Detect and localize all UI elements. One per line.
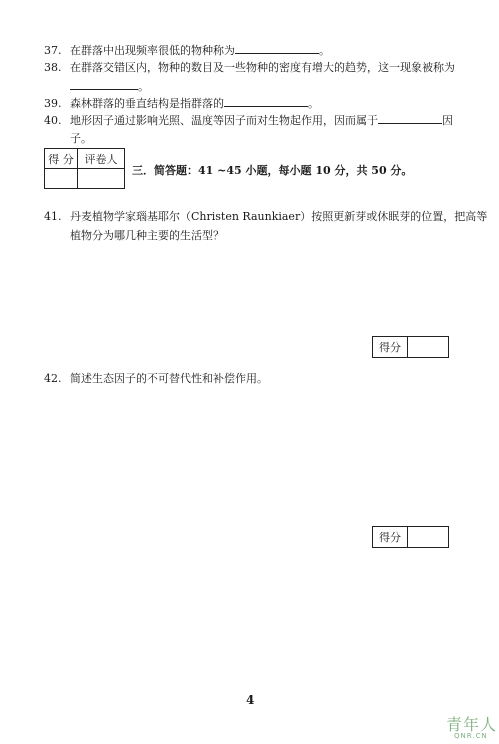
answer-blank[interactable] <box>70 79 138 90</box>
score-box <box>372 336 449 358</box>
answer-blank[interactable] <box>224 96 308 107</box>
question-text-cont: 植物分为哪几种主要的生活型？ <box>70 229 224 242</box>
answer-blank[interactable] <box>378 113 442 124</box>
question-text: 森林群落的垂直结构是指群落的 <box>70 97 224 110</box>
question-number: 37. <box>44 44 62 57</box>
score-label: 得分 <box>373 527 408 547</box>
question-37 <box>44 42 330 58</box>
question-38 <box>44 59 455 75</box>
question-number: 39. <box>44 97 62 110</box>
question-text: 地形因子通过影响光照、温度等因子而对生物起作用，因而属于 <box>70 114 378 127</box>
question-42 <box>44 370 268 386</box>
question-text: 简述生态因子的不可替代性和补偿作用。 <box>70 372 268 385</box>
question-number: 41. <box>44 210 62 223</box>
page-number: 4 <box>246 693 255 707</box>
score-box <box>372 526 449 548</box>
watermark-url: QNR.CN <box>454 732 488 740</box>
score-input[interactable] <box>408 527 448 547</box>
question-end: 。 <box>319 44 330 57</box>
score-cell[interactable] <box>45 169 78 189</box>
question-text-cont: 子。 <box>70 132 92 145</box>
question-text: 在群落交错区内，物种的数目及一些物种的密度有增大的趋势，这一现象被称为 <box>70 61 455 74</box>
question-end: 。 <box>308 97 319 110</box>
question-end: 因 <box>442 114 453 127</box>
section-heading: 三．简答题：41 ~45 小题，每小题 10 分，共 50 分。 <box>132 164 413 177</box>
question-text: 在群落中出现频率很低的物种称为 <box>70 44 235 57</box>
question-text: 丹麦植物学家瑙基耶尔（Christen Raunkiaer）按照更新芽或休眠芽的位置，把高等 <box>70 210 488 223</box>
grader-header: 评卷人 <box>78 149 125 169</box>
score-grader-table <box>44 148 125 189</box>
question-40-line2 <box>70 130 92 146</box>
grader-cell[interactable] <box>78 169 125 189</box>
question-41-line2 <box>70 227 224 243</box>
question-40 <box>44 112 453 128</box>
question-number: 40. <box>44 114 62 127</box>
answer-blank[interactable] <box>235 43 319 54</box>
question-end: 。 <box>138 80 149 93</box>
watermark-logo-text: 青年人 <box>446 715 498 734</box>
score-input[interactable] <box>408 337 448 357</box>
question-number: 42. <box>44 372 62 385</box>
question-39 <box>44 95 319 111</box>
score-header: 得 分 <box>45 149 78 169</box>
question-number: 38. <box>44 61 62 74</box>
score-label: 得分 <box>373 337 408 357</box>
question-38-line2 <box>70 78 149 94</box>
question-41 <box>44 208 487 224</box>
